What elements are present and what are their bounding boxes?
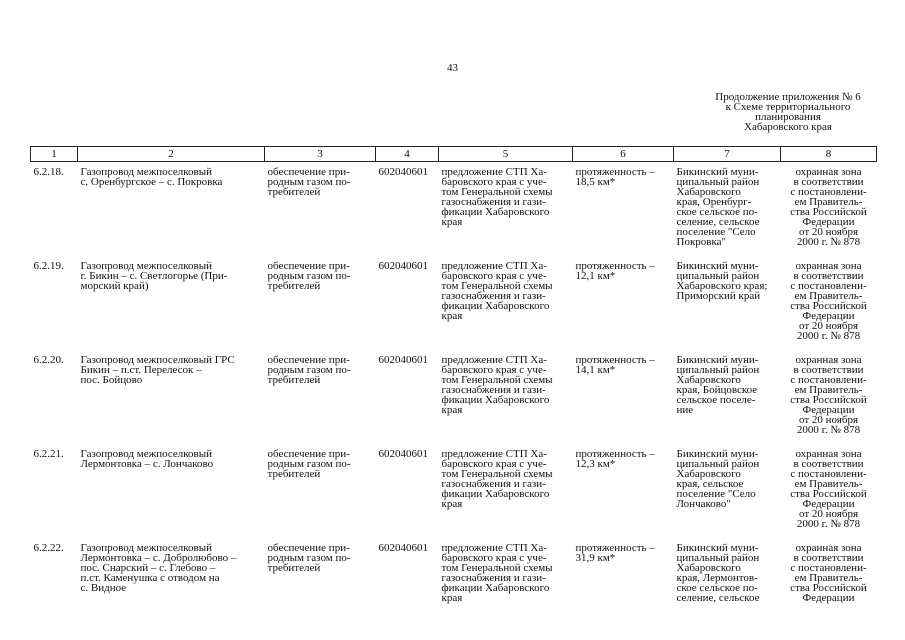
cell-text-line: предложение СТП Ха-	[441, 260, 547, 272]
table-header-row	[31, 147, 877, 162]
cell-text-line: предложение СТП Ха-	[441, 166, 547, 178]
cell-text-line: ем Правитель-	[794, 384, 863, 396]
cell-text-line: ципальный район	[676, 364, 760, 376]
cell-text-line: края, Оренбург-	[676, 196, 752, 208]
cell-text-line: баровского края с уче-	[441, 552, 547, 564]
cell-text-line: с постановлени-	[790, 468, 867, 480]
appendix-note-line: к Схеме территориального	[725, 101, 851, 113]
zone-cell	[781, 538, 877, 632]
cell-text-line: в соответствии	[793, 270, 864, 282]
cell-text-line: поселение "Село	[676, 488, 756, 500]
cell-text-line: 14,1 км*	[575, 364, 616, 376]
cell-text-line: 31,9 км*	[575, 552, 616, 564]
appendix-note-line: Хабаровского края	[744, 121, 832, 133]
cell-text-line: в соответствии	[793, 552, 864, 564]
column-header: 6	[573, 147, 674, 162]
cell-text-line: края	[441, 592, 463, 604]
cell-text-line: обеспечение при-	[267, 354, 350, 366]
cell-text-line: ем Правитель-	[794, 572, 863, 584]
cell-text-line: фикации Хабаровского	[441, 488, 550, 500]
cell-text-line: Хабаровского	[676, 186, 741, 198]
cell-text-line: протяженность –	[575, 260, 655, 272]
cell-text-line: 12,3 км*	[575, 458, 616, 470]
object-name-cell	[78, 538, 265, 632]
cell-text-line: края	[441, 404, 463, 416]
zone-cell	[781, 256, 877, 350]
column-header: 1	[31, 147, 78, 162]
cell-text-line: ние	[676, 404, 694, 416]
cell-text-line: сельское поселе-	[676, 394, 756, 406]
cell-text-line: г. Бикин – с. Светлогорье (При-	[80, 270, 228, 282]
cell-text-line: с. Оренбургское – с. Покровка	[80, 176, 223, 188]
cell-text-line: Федерации	[802, 592, 855, 604]
item-number-cell	[31, 538, 78, 632]
characteristics-cell	[573, 256, 674, 350]
cell-text-line: 2000 г. № 878	[796, 236, 861, 248]
column-header: 8	[781, 147, 877, 162]
table-row	[31, 256, 877, 350]
cell-text-line: том Генеральной схемы	[441, 280, 553, 292]
cell-text-line: 602040601	[378, 260, 428, 272]
item-number-cell	[31, 256, 78, 350]
cell-text-line: ства Российской	[790, 300, 867, 312]
cell-text-line: 6.2.19.	[33, 260, 64, 272]
cell-text-line: 6.2.21.	[33, 448, 64, 460]
zone-cell	[781, 444, 877, 538]
purpose-cell	[265, 256, 376, 350]
cell-text-line: 18,5 км*	[575, 176, 616, 188]
page-number: 43	[447, 62, 458, 74]
cell-text-line: поселение "Село	[676, 226, 756, 238]
column-header: 5	[439, 147, 573, 162]
cell-text-line: Приморский край	[676, 290, 761, 302]
cell-text-line: том Генеральной схемы	[441, 186, 553, 198]
cell-text-line: края, Бойцовское	[676, 384, 758, 396]
cell-text-line: требителей	[267, 280, 321, 292]
cell-text-line: баровского края с уче-	[441, 270, 547, 282]
cell-text-line: протяженность –	[575, 354, 655, 366]
basis-cell	[439, 444, 573, 538]
cell-text-line: Хабаровского края;	[676, 280, 768, 292]
object-code-cell	[376, 538, 439, 632]
cell-text-line: края	[441, 310, 463, 322]
cell-text-line: протяженность –	[575, 542, 655, 554]
cell-text-line: с постановлени-	[790, 562, 867, 574]
cell-text-line: обеспечение при-	[267, 542, 350, 554]
cell-text-line: баровского края с уче-	[441, 458, 547, 470]
cell-text-line: п.ст. Каменушка с отводом на	[80, 572, 220, 584]
cell-text-line: 602040601	[378, 448, 428, 460]
cell-text-line: Федерации	[802, 216, 855, 228]
cell-text-line: Бикинский муни-	[676, 448, 759, 460]
cell-text-line: ципальный район	[676, 552, 760, 564]
appendix-note	[688, 92, 888, 132]
table-row	[31, 444, 877, 538]
cell-text-line: ципальный район	[676, 176, 760, 188]
cell-text-line: от 20 ноября	[798, 320, 859, 332]
cell-text-line: газоснабжения и гази-	[441, 572, 546, 584]
cell-text-line: охранная зона	[795, 260, 862, 272]
cell-text-line: 602040601	[378, 166, 428, 178]
cell-text-line: 2000 г. № 878	[796, 518, 861, 530]
cell-text-line: от 20 ноября	[798, 414, 859, 426]
cell-text-line: обеспечение при-	[267, 166, 350, 178]
cell-text-line: Газопровод межпоселковый	[80, 166, 213, 178]
cell-text-line: том Генеральной схемы	[441, 468, 553, 480]
cell-text-line: пос. Бойцово	[80, 374, 143, 386]
basis-cell	[439, 350, 573, 444]
cell-text-line: Федерации	[802, 498, 855, 510]
cell-text-line: охранная зона	[795, 354, 862, 366]
cell-text-line: фикации Хабаровского	[441, 582, 550, 594]
cell-text-line: пос. Снарский – с. Глебово –	[80, 562, 216, 574]
characteristics-cell	[573, 162, 674, 257]
object-code-cell	[376, 162, 439, 257]
cell-text-line: 6.2.20.	[33, 354, 64, 366]
basis-cell	[439, 538, 573, 632]
object-name-cell	[78, 444, 265, 538]
cell-text-line: фикации Хабаровского	[441, 394, 550, 406]
cell-text-line: с постановлени-	[790, 374, 867, 386]
cell-text-line: охранная зона	[795, 542, 862, 554]
column-header: 2	[78, 147, 265, 162]
cell-text-line: родным газом по-	[267, 270, 351, 282]
cell-text-line: ства Российской	[790, 582, 867, 594]
location-cell	[674, 256, 781, 350]
cell-text-line: 2000 г. № 878	[796, 424, 861, 436]
cell-text-line: родным газом по-	[267, 364, 351, 376]
characteristics-cell	[573, 538, 674, 632]
cell-text-line: ем Правитель-	[794, 478, 863, 490]
appendix-note-line: Продолжение приложения № 6	[715, 91, 861, 103]
location-cell	[674, 444, 781, 538]
cell-text-line: селение, сельское	[676, 216, 760, 228]
cell-text-line: том Генеральной схемы	[441, 374, 553, 386]
item-number-cell	[31, 444, 78, 538]
cell-text-line: фикации Хабаровского	[441, 300, 550, 312]
cell-text-line: родным газом по-	[267, 176, 351, 188]
cell-text-line: от 20 ноября	[798, 226, 859, 238]
cell-text-line: 602040601	[378, 354, 428, 366]
cell-text-line: Хабаровского	[676, 562, 741, 574]
object-code-cell	[376, 256, 439, 350]
cell-text-line: Бикинский муни-	[676, 354, 759, 366]
location-cell	[674, 350, 781, 444]
cell-text-line: Хабаровского	[676, 374, 741, 386]
zone-cell	[781, 162, 877, 257]
characteristics-cell	[573, 444, 674, 538]
table-body	[31, 162, 877, 633]
cell-text-line: баровского края с уче-	[441, 364, 547, 376]
cell-text-line: ципальный район	[676, 458, 760, 470]
cell-text-line: в соответствии	[793, 364, 864, 376]
cell-text-line: Лермонтовка – с. Добролюбово –	[80, 552, 237, 564]
table-row	[31, 162, 877, 257]
cell-text-line: морский край)	[80, 280, 149, 292]
cell-text-line: 6.2.18.	[33, 166, 64, 178]
cell-text-line: 12,1 км*	[575, 270, 616, 282]
cell-text-line: Лермонтовка – с. Лончаково	[80, 458, 214, 470]
cell-text-line: требителей	[267, 562, 321, 574]
cell-text-line: охранная зона	[795, 448, 862, 460]
cell-text-line: протяженность –	[575, 448, 655, 460]
basis-cell	[439, 162, 573, 257]
cell-text-line: газоснабжения и гази-	[441, 196, 546, 208]
column-header: 7	[674, 147, 781, 162]
cell-text-line: ем Правитель-	[794, 290, 863, 302]
appendix-note-line: планирования	[755, 111, 821, 123]
cell-text-line: обеспечение при-	[267, 260, 350, 272]
cell-text-line: в соответствии	[793, 176, 864, 188]
cell-text-line: родным газом по-	[267, 458, 351, 470]
item-number-cell	[31, 350, 78, 444]
cell-text-line: 6.2.22.	[33, 542, 64, 554]
cell-text-line: с. Видное	[80, 582, 127, 594]
table-row	[31, 350, 877, 444]
location-cell	[674, 538, 781, 632]
cell-text-line: в соответствии	[793, 458, 864, 470]
cell-text-line: Лончаково"	[676, 498, 731, 510]
cell-text-line: края, Лермонтов-	[676, 572, 758, 584]
object-name-cell	[78, 162, 265, 257]
object-code-cell	[376, 350, 439, 444]
cell-text-line: требителей	[267, 186, 321, 198]
location-cell	[674, 162, 781, 257]
cell-text-line: селение, сельское	[676, 592, 760, 604]
cell-text-line: 2000 г. № 878	[796, 330, 861, 342]
purpose-cell	[265, 444, 376, 538]
table-row	[31, 538, 877, 632]
cell-text-line: предложение СТП Ха-	[441, 448, 547, 460]
cell-text-line: газоснабжения и гази-	[441, 384, 546, 396]
cell-text-line: ства Российской	[790, 206, 867, 218]
cell-text-line: ское сельское по-	[676, 206, 758, 218]
cell-text-line: обеспечение при-	[267, 448, 350, 460]
cell-text-line: газоснабжения и гази-	[441, 478, 546, 490]
cell-text-line: Газопровод межпоселковый	[80, 260, 213, 272]
cell-text-line: Бикинский муни-	[676, 166, 759, 178]
object-name-cell	[78, 256, 265, 350]
cell-text-line: родным газом по-	[267, 552, 351, 564]
cell-text-line: края	[441, 216, 463, 228]
cell-text-line: требителей	[267, 374, 321, 386]
cell-text-line: Газопровод межпоселковый	[80, 448, 213, 460]
cell-text-line: ское сельское по-	[676, 582, 758, 594]
cell-text-line: Газопровод межпоселковый	[80, 542, 213, 554]
cell-text-line: с постановлени-	[790, 280, 867, 292]
cell-text-line: Хабаровского	[676, 468, 741, 480]
cell-text-line: протяженность –	[575, 166, 655, 178]
basis-cell	[439, 256, 573, 350]
cell-text-line: требителей	[267, 468, 321, 480]
plan-table	[30, 146, 877, 632]
cell-text-line: ства Российской	[790, 488, 867, 500]
cell-text-line: Бикин – п.ст. Перелесок –	[80, 364, 202, 376]
object-name-cell	[78, 350, 265, 444]
purpose-cell	[265, 162, 376, 257]
purpose-cell	[265, 350, 376, 444]
cell-text-line: ства Российской	[790, 394, 867, 406]
cell-text-line: Федерации	[802, 310, 855, 322]
item-number-cell	[31, 162, 78, 257]
cell-text-line: предложение СТП Ха-	[441, 354, 547, 366]
cell-text-line: ципальный район	[676, 270, 760, 282]
object-code-cell	[376, 444, 439, 538]
column-header: 3	[265, 147, 376, 162]
cell-text-line: края, сельское	[676, 478, 744, 490]
cell-text-line: баровского края с уче-	[441, 176, 547, 188]
cell-text-line: Федерации	[802, 404, 855, 416]
cell-text-line: с постановлени-	[790, 186, 867, 198]
cell-text-line: Бикинский муни-	[676, 542, 759, 554]
cell-text-line: ем Правитель-	[794, 196, 863, 208]
cell-text-line: газоснабжения и гази-	[441, 290, 546, 302]
cell-text-line: Бикинский муни-	[676, 260, 759, 272]
cell-text-line: фикации Хабаровского	[441, 206, 550, 218]
cell-text-line: 602040601	[378, 542, 428, 554]
zone-cell	[781, 350, 877, 444]
characteristics-cell	[573, 350, 674, 444]
cell-text-line: Покровка"	[676, 236, 727, 248]
cell-text-line: Газопровод межпоселковый ГРС	[80, 354, 235, 366]
cell-text-line: края	[441, 498, 463, 510]
purpose-cell	[265, 538, 376, 632]
cell-text-line: предложение СТП Ха-	[441, 542, 547, 554]
cell-text-line: том Генеральной схемы	[441, 562, 553, 574]
cell-text-line: от 20 ноября	[798, 508, 859, 520]
column-header: 4	[376, 147, 439, 162]
cell-text-line: охранная зона	[795, 166, 862, 178]
